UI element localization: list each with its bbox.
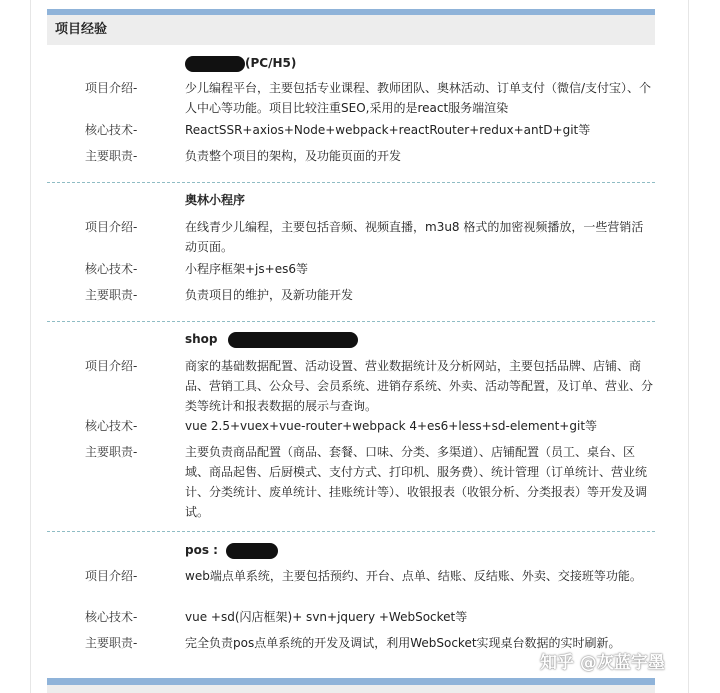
section-bottom-bar	[47, 678, 655, 685]
project-title-wrap	[185, 330, 358, 348]
row-label: 项目介绍-	[85, 359, 138, 373]
row-label: 核心技术-	[85, 123, 138, 137]
project-divider	[47, 531, 655, 532]
row-value: 完全负责pos点单系统的开发及调试，利用WebSocket实现桌台数据的实时刷新。	[185, 636, 621, 650]
row-value: 商家的基础数据配置、活动设置、营业数据统计及分析网站，主要包括品牌、店铺、商品、营销工具、公众号、会员系统、进销存系统、外卖、活动等配置，及订单、营业、分类等统计和报表数据的展示与查询。	[185, 359, 654, 413]
redacted-name	[226, 543, 278, 559]
row-label: 主要职责-	[85, 445, 138, 459]
row-label: 核心技术-	[85, 262, 138, 276]
frame-right-border	[688, 0, 689, 693]
row-label: 项目介绍-	[85, 81, 138, 95]
project-title-wrap	[185, 54, 296, 72]
row-label: 项目介绍-	[85, 220, 138, 234]
redacted-name	[185, 56, 245, 72]
project-divider	[47, 321, 655, 322]
row-value: 主要负责商品配置（商品、套餐、口味、分类、多渠道）、店铺配置（员工、桌台、区域、商品起售、后厨模式、支付方式、打印机、服务费）、统计管理（订单统计、营业统计、分类统计、废单统计、挂账统计等）、收银报表（收银分析、分类报表）等开发及调试。	[185, 445, 648, 519]
row-value: 负责整个项目的架构，及功能页面的开发	[185, 149, 402, 163]
row-label: 主要职责-	[85, 149, 138, 163]
row-label: 项目介绍-	[85, 569, 138, 583]
watermark: 知乎 @灰蓝宇墨	[540, 653, 665, 673]
project-title: pos :	[185, 543, 218, 557]
project-title: shop	[185, 332, 218, 346]
section-bottom-band	[47, 685, 655, 693]
row-label: 核心技术-	[85, 419, 138, 433]
project-title-wrap	[185, 541, 278, 559]
project-title: (PC/H5)	[245, 56, 297, 70]
row-value: 在线青少儿编程，主要包括音频、视频直播，m3u8 格式的加密视频播放，一些营销活动页面。	[185, 220, 644, 254]
row-value: 负责项目的维护，及新功能开发	[185, 288, 354, 302]
row-label: 主要职责-	[85, 636, 138, 650]
redacted-name	[228, 332, 358, 348]
frame-left-border	[30, 0, 31, 693]
row-value: 小程序框架+js+es6等	[185, 262, 308, 276]
row-value: vue +sd(闪店框架)+ svn+jquery +WebSocket等	[185, 610, 468, 624]
row-value: web端点单系统，主要包括预约、开台、点单、结账、反结账、外卖、交接班等功能。	[185, 569, 642, 583]
row-label: 主要职责-	[85, 288, 138, 302]
section-title: 项目经验	[47, 15, 655, 45]
row-value: 少儿编程平台，主要包括专业课程、教师团队、奥林活动、订单支付（微信/支付宝）、个人中心等功能。项目比较注重SEO,采用的是react服务端渲染	[185, 81, 652, 115]
project-divider	[47, 182, 655, 183]
row-value: vue 2.5+vuex+vue-router+webpack 4+es6+less+sd-element+git等	[185, 419, 598, 433]
row-value: ReactSSR+axios+Node+webpack+reactRouter+redux+antD+git等	[185, 123, 591, 137]
project-title: 奥林小程序	[185, 193, 246, 207]
row-label: 核心技术-	[85, 610, 138, 624]
